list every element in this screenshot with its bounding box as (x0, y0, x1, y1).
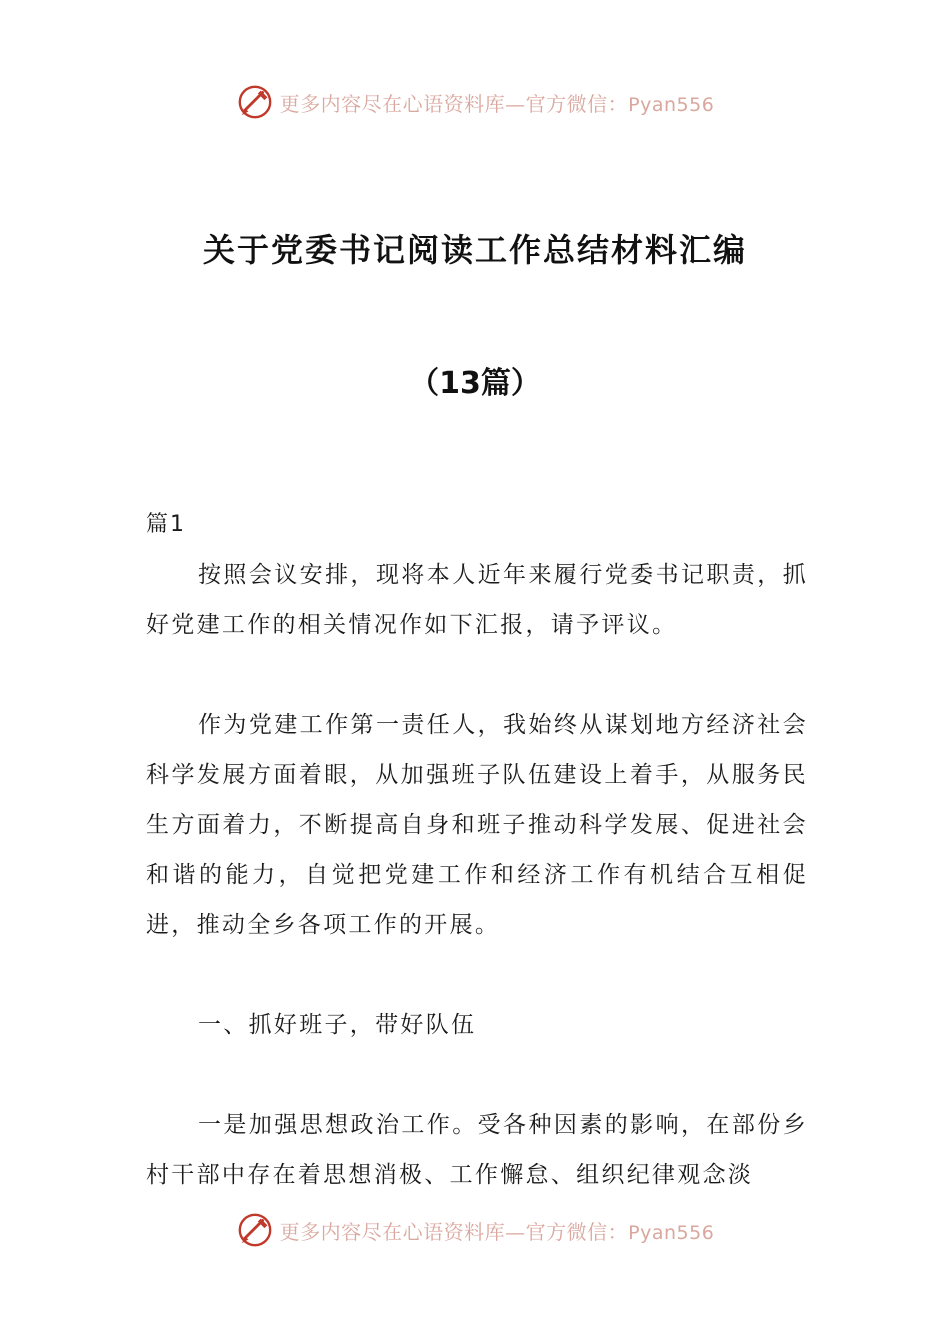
paragraph-3: 一是加强思想政治工作。受各种因素的影响，在部份乡村干部中存在着思想消极、工作懈怠、组织纪律观念淡 (146, 1112, 808, 1188)
watermark-footer (0, 1208, 950, 1252)
document-title: 关于党委书记阅读工作总结材料汇编 (202, 231, 747, 269)
piece-label: 篇1 (146, 512, 186, 537)
watermark-text: 更多内容尽在心语资料库—官方微信： (279, 91, 629, 116)
document-body (146, 500, 808, 1200)
watermark-header (0, 80, 950, 124)
watermark-wechat-id: Pyan556 (628, 93, 715, 116)
paragraph-1: 按照会议安排，现将本人近年来履行党委书记职责，抓好党建工作的相关情况作如下汇报，请予评议。 (146, 562, 808, 638)
watermark-wechat-id: Pyan556 (628, 1221, 715, 1244)
pen-logo-icon (236, 83, 274, 121)
pen-logo-icon (236, 1211, 274, 1249)
watermark-text: 更多内容尽在心语资料库—官方微信： (279, 1219, 629, 1244)
section-heading: 一、抓好班子，带好队伍 (198, 1012, 477, 1038)
document-subtitle: （13篇） (409, 366, 541, 401)
paragraph-2: 作为党建工作第一责任人，我始终从谋划地方经济社会科学发展方面着眼，从加强班子队伍建设上着手，从服务民生方面着力，不断提高自身和班子推动科学发展、促进社会和谐的能力，自觉把党建工作和经济工作有机结合互相促进，推动全乡各项工作的开展。 (146, 712, 808, 938)
